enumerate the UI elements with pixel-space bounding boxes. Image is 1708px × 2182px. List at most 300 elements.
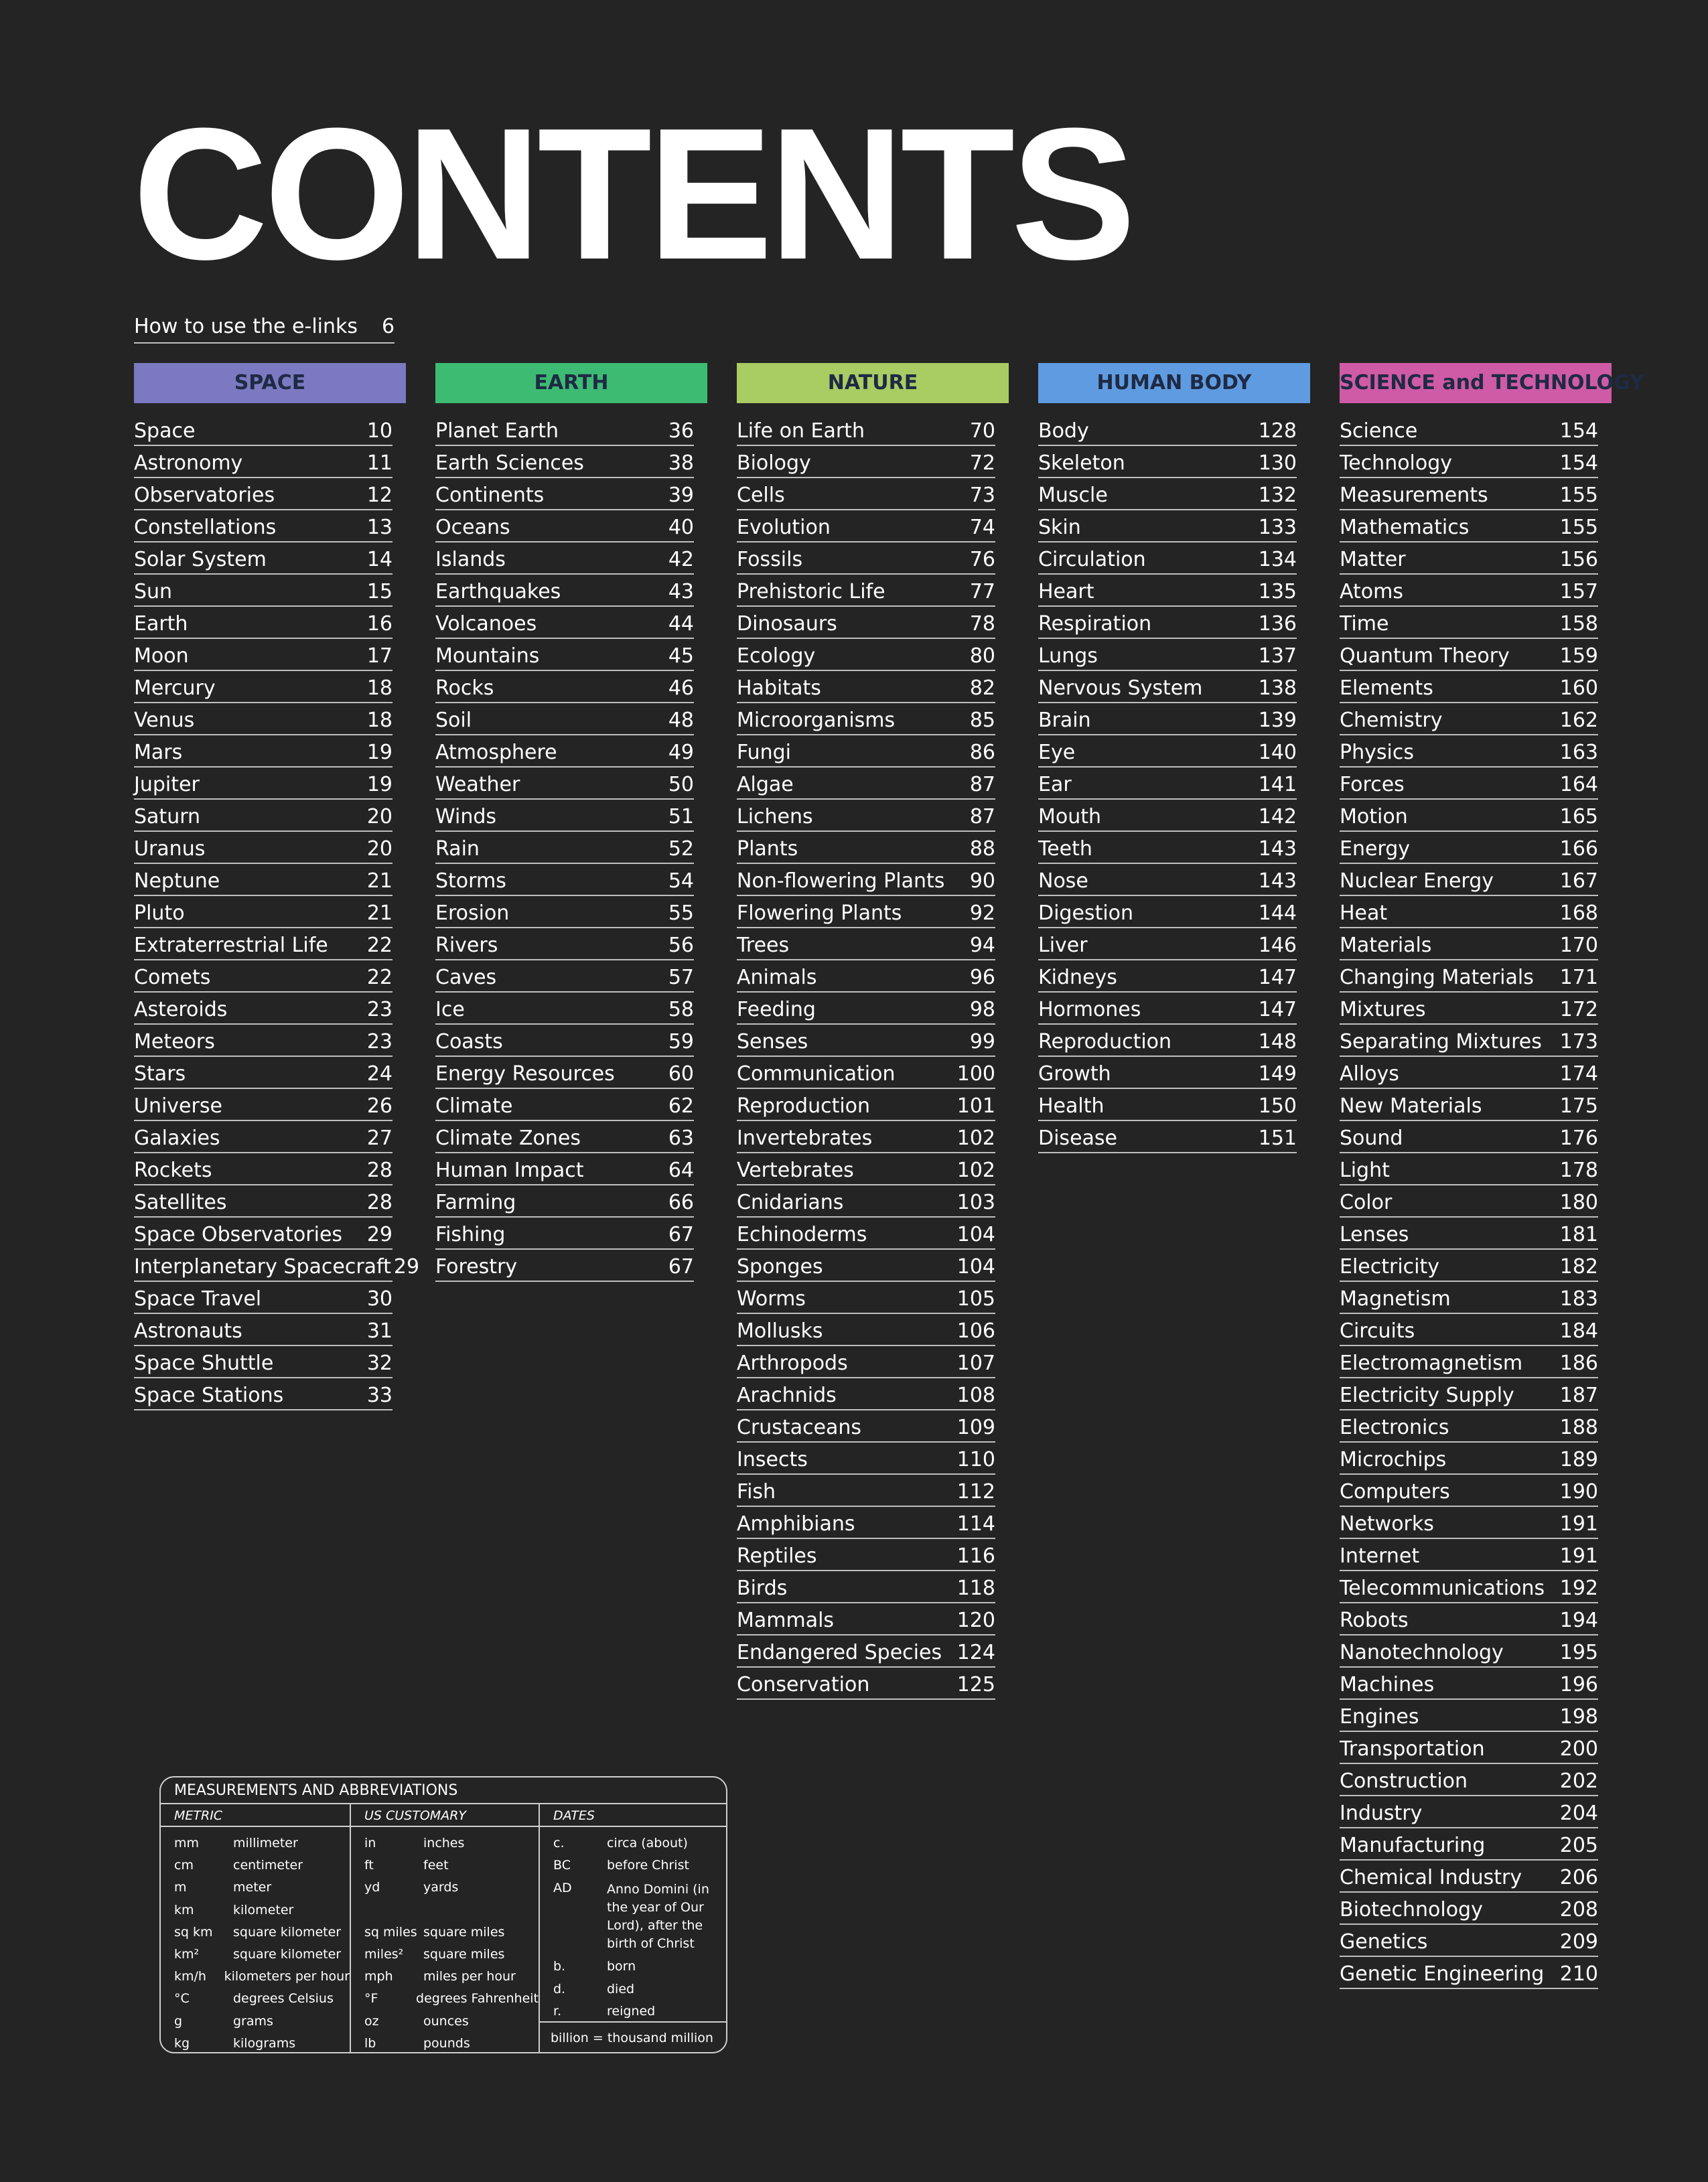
entry-list — [737, 414, 995, 1700]
toc-entry[interactable] — [134, 1346, 393, 1378]
entry-title: Brain — [1038, 709, 1091, 732]
toc-entry[interactable] — [1340, 1250, 1598, 1282]
toc-entry[interactable] — [134, 832, 393, 864]
toc-entry[interactable] — [435, 446, 694, 478]
entry-title: Biology — [737, 451, 811, 475]
toc-entry[interactable] — [1340, 735, 1598, 768]
toc-entry[interactable] — [435, 575, 694, 607]
entry-title: Mathematics — [1340, 516, 1470, 539]
entry-page: 40 — [668, 516, 694, 539]
abbreviation: sq miles — [364, 1924, 417, 1940]
abbreviation-meaning: inches — [423, 1836, 465, 1851]
entry-title: Light — [1340, 1159, 1390, 1182]
entry-title: Prehistoric Life — [737, 580, 885, 603]
entry-title: Evolution — [737, 516, 831, 539]
toc-entry[interactable] — [435, 1025, 694, 1057]
abbreviation: r. — [553, 2003, 562, 2019]
toc-entry[interactable] — [134, 768, 393, 800]
entry-page: 59 — [668, 1030, 694, 1053]
toc-entry[interactable] — [1038, 575, 1297, 607]
toc-entry[interactable] — [1340, 1089, 1598, 1121]
toc-entry[interactable] — [737, 832, 995, 864]
toc-entry[interactable] — [1340, 1668, 1598, 1700]
toc-entry[interactable] — [1340, 1346, 1598, 1378]
entry-title: Kidneys — [1038, 966, 1117, 989]
toc-entry[interactable] — [435, 864, 694, 896]
abbreviation: b. — [553, 1959, 566, 1974]
entry-page: 94 — [969, 934, 995, 957]
abbreviation-row — [364, 1966, 539, 1988]
toc-entry[interactable] — [737, 1507, 995, 1539]
entry-title: Manufacturing — [1340, 1834, 1486, 1857]
abbreviation-meaning: feet — [423, 1858, 449, 1873]
toc-entry[interactable] — [1038, 1089, 1297, 1121]
toc-entry[interactable] — [737, 1378, 995, 1410]
entry-page: 157 — [1559, 580, 1598, 603]
toc-entry[interactable] — [435, 703, 694, 735]
toc-entry[interactable] — [737, 1668, 995, 1700]
toc-entry[interactable] — [134, 446, 393, 478]
toc-entry[interactable] — [134, 864, 393, 896]
toc-entry[interactable] — [435, 639, 694, 671]
toc-entry[interactable] — [737, 510, 995, 542]
toc-entry[interactable] — [1038, 510, 1297, 542]
toc-entry[interactable] — [435, 671, 694, 703]
toc-entry[interactable] — [737, 1089, 995, 1121]
entry-title: Stars — [134, 1062, 186, 1086]
entry-title: Respiration — [1038, 612, 1152, 636]
toc-entry[interactable] — [435, 800, 694, 832]
entry-title: Jupiter — [134, 773, 200, 796]
entry-title: Technology — [1340, 451, 1453, 475]
entry-page: 77 — [969, 580, 995, 603]
entry-title: Soil — [435, 709, 472, 732]
toc-entry[interactable] — [435, 735, 694, 768]
toc-entry[interactable] — [1340, 1475, 1598, 1507]
toc-entry[interactable] — [1340, 575, 1598, 607]
toc-entry[interactable] — [1340, 1025, 1598, 1057]
entry-title: Genetics — [1340, 1930, 1428, 1954]
toc-entry[interactable] — [1038, 478, 1297, 510]
entry-title: Constellations — [134, 516, 277, 539]
toc-entry[interactable] — [1340, 1410, 1598, 1443]
toc-entry[interactable] — [1340, 703, 1598, 735]
entry-title: Space Shuttle — [134, 1352, 274, 1375]
toc-entry[interactable] — [1340, 1314, 1598, 1346]
toc-entry[interactable] — [435, 542, 694, 575]
toc-entry[interactable] — [435, 960, 694, 993]
toc-entry[interactable] — [134, 414, 393, 446]
entry-title: Astronomy — [134, 451, 243, 475]
toc-entry[interactable] — [1340, 1539, 1598, 1571]
toc-entry[interactable] — [134, 1282, 393, 1314]
toc-entry[interactable] — [737, 478, 995, 510]
abbreviation: oz — [364, 2013, 379, 2029]
toc-entry[interactable] — [737, 1443, 995, 1475]
entry-page: 210 — [1559, 1962, 1598, 1986]
toc-entry[interactable] — [1340, 1185, 1598, 1218]
entry-page: 99 — [969, 1030, 995, 1053]
entry-page: 118 — [956, 1577, 995, 1600]
toc-entry[interactable] — [134, 639, 393, 671]
toc-entry[interactable] — [1340, 1153, 1598, 1185]
toc-entry[interactable] — [1038, 928, 1297, 960]
toc-entry[interactable] — [737, 1282, 995, 1314]
toc-entry[interactable] — [1340, 1796, 1598, 1828]
entry-page: 154 — [1559, 451, 1598, 475]
entry-title: Farming — [435, 1191, 516, 1214]
toc-entry[interactable] — [134, 1057, 393, 1089]
toc-entry[interactable] — [1340, 1861, 1598, 1893]
entry-page: 27 — [366, 1126, 393, 1150]
abbreviation-meaning: pounds — [423, 2035, 470, 2051]
toc-entry[interactable] — [134, 510, 393, 542]
toc-entry[interactable] — [1340, 1571, 1598, 1603]
abbreviation: c. — [553, 1836, 565, 1851]
toc-entry[interactable] — [435, 607, 694, 639]
toc-entry[interactable] — [134, 1185, 393, 1218]
entry-title: Health — [1038, 1094, 1105, 1118]
toc-entry[interactable] — [435, 478, 694, 510]
toc-entry[interactable] — [435, 896, 694, 928]
toc-entry[interactable] — [1340, 832, 1598, 864]
toc-entry[interactable] — [1340, 768, 1598, 800]
toc-entry[interactable] — [435, 1121, 694, 1153]
entry-page: 134 — [1258, 548, 1297, 571]
toc-entry[interactable] — [134, 1378, 393, 1410]
toc-entry[interactable] — [134, 671, 393, 703]
toc-entry[interactable] — [1340, 1700, 1598, 1732]
toc-entry[interactable] — [134, 1025, 393, 1057]
entry-title: Winds — [435, 805, 497, 828]
toc-entry[interactable] — [134, 607, 393, 639]
toc-entry[interactable] — [134, 542, 393, 575]
section-column — [1340, 363, 1644, 1989]
toc-entry[interactable] — [737, 575, 995, 607]
entry-title: Pluto — [134, 901, 185, 925]
entry-title: Heat — [1340, 901, 1388, 925]
entry-title: Erosion — [435, 901, 510, 925]
toc-entry[interactable] — [1340, 1378, 1598, 1410]
toc-entry[interactable] — [737, 1250, 995, 1282]
toc-entry[interactable] — [435, 832, 694, 864]
entry-title: Atmosphere — [435, 741, 557, 764]
entry-page: 63 — [668, 1126, 694, 1150]
abbreviation-meaning: reigned — [607, 2003, 656, 2019]
toc-entry[interactable] — [1038, 607, 1297, 639]
toc-entry[interactable] — [134, 960, 393, 993]
abbreviation-row — [364, 1988, 539, 2010]
entry-title: Feeding — [737, 998, 816, 1021]
toc-entry[interactable] — [737, 800, 995, 832]
abbreviation-meaning: square kilometer — [233, 1947, 342, 1962]
entry-page: 178 — [1559, 1159, 1598, 1182]
entry-page: 166 — [1559, 837, 1598, 861]
toc-entry[interactable] — [1340, 478, 1598, 510]
entry-title: Satellites — [134, 1191, 227, 1214]
entry-page: 183 — [1559, 1287, 1598, 1311]
toc-entry[interactable] — [737, 1057, 995, 1089]
toc-entry[interactable] — [1340, 1507, 1598, 1539]
toc-entry[interactable] — [435, 1089, 694, 1121]
toc-entry[interactable] — [1038, 671, 1297, 703]
toc-entry[interactable] — [134, 575, 393, 607]
entry-title: Nuclear Energy — [1340, 869, 1494, 893]
abbreviation: km — [174, 1902, 194, 1917]
toc-entry[interactable] — [134, 1153, 393, 1185]
entry-title: Astronauts — [134, 1319, 242, 1343]
entry-list — [1038, 414, 1297, 1153]
toc-entry[interactable] — [435, 993, 694, 1025]
toc-entry[interactable] — [1340, 1218, 1598, 1250]
toc-entry[interactable] — [1340, 1893, 1598, 1925]
toc-entry[interactable] — [1038, 960, 1297, 993]
entry-title: Flowering Plants — [737, 901, 902, 925]
entry-title: Storms — [435, 869, 506, 893]
entry-title: Materials — [1340, 934, 1432, 957]
toc-entry[interactable] — [1340, 1282, 1598, 1314]
entry-title: Sun — [134, 580, 173, 603]
toc-entry[interactable] — [134, 896, 393, 928]
toc-entry[interactable] — [737, 1025, 995, 1057]
entry-page: 195 — [1559, 1641, 1598, 1664]
toc-entry[interactable] — [134, 993, 393, 1025]
toc-entry[interactable] — [1340, 1603, 1598, 1635]
entry-title: Measurements — [1340, 484, 1488, 507]
entry-page: 141 — [1258, 773, 1297, 796]
toc-entry[interactable] — [737, 735, 995, 768]
toc-entry[interactable] — [1340, 1057, 1598, 1089]
entry-title: Asteroids — [134, 998, 228, 1021]
toc-entry[interactable] — [737, 446, 995, 478]
toc-entry[interactable] — [134, 478, 393, 510]
toc-entry[interactable] — [737, 1346, 995, 1378]
entry-title: Rivers — [435, 934, 498, 957]
abbreviation-meaning: yards — [423, 1880, 459, 1895]
toc-entry[interactable] — [737, 1185, 995, 1218]
toc-entry[interactable] — [1340, 864, 1598, 896]
toc-entry[interactable] — [1340, 1443, 1598, 1475]
entry-title: Magnetism — [1340, 1287, 1451, 1311]
toc-entry[interactable] — [1340, 414, 1598, 446]
entry-title: Crustaceans — [737, 1416, 862, 1439]
toc-entry[interactable] — [134, 1121, 393, 1153]
abbreviation: d. — [553, 1981, 566, 1996]
entry-title: Quantum Theory — [1340, 644, 1510, 668]
toc-entry[interactable] — [737, 1475, 995, 1507]
toc-entry[interactable] — [1340, 960, 1598, 993]
entry-title: Insects — [737, 1448, 808, 1471]
toc-entry[interactable] — [1038, 1121, 1297, 1153]
toc-entry[interactable] — [1340, 1764, 1598, 1796]
toc-entry[interactable] — [737, 768, 995, 800]
entry-title: Mercury — [134, 676, 216, 700]
entry-page: 21 — [366, 869, 393, 893]
entry-page: 175 — [1559, 1094, 1598, 1118]
entry-page: 116 — [956, 1544, 995, 1568]
toc-entry[interactable] — [1340, 542, 1598, 575]
entry-page: 44 — [668, 612, 694, 636]
toc-entry[interactable] — [435, 1218, 694, 1250]
toc-entry[interactable] — [737, 1153, 995, 1185]
entry-page: 28 — [366, 1191, 393, 1214]
toc-entry[interactable] — [134, 800, 393, 832]
entry-title: Digestion — [1038, 901, 1134, 925]
toc-entry[interactable] — [435, 1250, 694, 1282]
toc-entry[interactable] — [134, 1218, 393, 1250]
toc-entry[interactable] — [1340, 446, 1598, 478]
toc-entry[interactable] — [435, 768, 694, 800]
entry-title: Space Travel — [134, 1287, 262, 1311]
entry-page: 206 — [1559, 1866, 1598, 1889]
toc-entry[interactable] — [737, 1571, 995, 1603]
toc-entry[interactable] — [1340, 607, 1598, 639]
toc-entry[interactable] — [1340, 800, 1598, 832]
toc-entry[interactable] — [1038, 832, 1297, 864]
entry-page: 64 — [668, 1159, 694, 1182]
entry-page: 198 — [1559, 1705, 1598, 1729]
toc-entry[interactable] — [1038, 993, 1297, 1025]
toc-entry[interactable] — [737, 542, 995, 575]
entry-title: Galaxies — [134, 1126, 220, 1150]
entry-title: Human Impact — [435, 1159, 584, 1182]
abbreviation-meaning: miles per hour — [423, 1969, 516, 1984]
toc-entry[interactable] — [1340, 1635, 1598, 1668]
entry-page: 23 — [366, 1030, 393, 1053]
entry-page: 100 — [956, 1062, 995, 1086]
entry-page: 38 — [668, 451, 694, 475]
toc-entry[interactable] — [737, 864, 995, 896]
toc-entry[interactable] — [737, 1603, 995, 1635]
entry-title: Communication — [737, 1062, 896, 1086]
toc-entry[interactable] — [435, 928, 694, 960]
measurements-title: MEASUREMENTS AND ABBREVIATIONS — [161, 1777, 726, 1804]
toc-entry[interactable] — [1038, 800, 1297, 832]
toc-entry[interactable] — [1340, 1957, 1598, 1989]
toc-entry[interactable] — [1340, 928, 1598, 960]
toc-entry[interactable] — [134, 703, 393, 735]
entry-page: 160 — [1559, 676, 1598, 700]
toc-entry[interactable] — [1340, 896, 1598, 928]
toc-entry[interactable] — [737, 607, 995, 639]
toc-entry[interactable] — [435, 1185, 694, 1218]
entry-page: 51 — [668, 805, 694, 828]
toc-entry[interactable] — [737, 703, 995, 735]
toc-entry[interactable] — [1038, 1025, 1297, 1057]
entry-title: Lungs — [1038, 644, 1098, 668]
toc-entry[interactable] — [1340, 1925, 1598, 1957]
toc-entry[interactable] — [435, 1153, 694, 1185]
toc-entry[interactable] — [1340, 993, 1598, 1025]
toc-entry[interactable] — [1038, 639, 1297, 671]
entry-title: Sponges — [737, 1255, 823, 1279]
toc-entry[interactable] — [435, 414, 694, 446]
entry-title: Internet — [1340, 1544, 1420, 1568]
entry-page: 155 — [1559, 484, 1598, 507]
toc-entry[interactable] — [737, 1635, 995, 1668]
section-column — [1038, 363, 1310, 1153]
toc-entry[interactable] — [737, 671, 995, 703]
toc-entry[interactable] — [134, 735, 393, 768]
abbreviation: mph — [364, 1969, 393, 1984]
entry-page: 142 — [1258, 805, 1297, 828]
entry-page: 180 — [1559, 1191, 1598, 1214]
toc-entry[interactable] — [1038, 703, 1297, 735]
toc-entry[interactable] — [737, 896, 995, 928]
entry-page: 18 — [366, 709, 393, 732]
toc-entry[interactable] — [737, 1314, 995, 1346]
entry-title: Cnidarians — [737, 1191, 844, 1214]
toc-entry[interactable] — [1038, 414, 1297, 446]
entry-title: Fishing — [435, 1223, 506, 1246]
toc-entry[interactable] — [1340, 1828, 1598, 1861]
entry-title: Electromagnetism — [1340, 1352, 1523, 1375]
toc-entry[interactable] — [737, 993, 995, 1025]
toc-entry[interactable] — [737, 1218, 995, 1250]
toc-entry[interactable] — [1340, 671, 1598, 703]
entry-page: 105 — [956, 1287, 995, 1311]
section-header: NATURE — [737, 363, 1009, 403]
toc-entry[interactable] — [1038, 864, 1297, 896]
toc-entry[interactable] — [737, 414, 995, 446]
toc-entry[interactable] — [1340, 1121, 1598, 1153]
entry-page: 92 — [969, 901, 995, 925]
toc-entry[interactable] — [1038, 542, 1297, 575]
entry-title: Life on Earth — [737, 419, 865, 443]
elinks-page: 6 — [382, 315, 395, 338]
entry-title: Rain — [435, 837, 480, 861]
entry-page: 19 — [366, 773, 393, 796]
toc-entry[interactable] — [134, 928, 393, 960]
toc-entry[interactable] — [737, 1121, 995, 1153]
abbreviation-meaning: born — [607, 1959, 636, 1974]
entry-title: Endangered Species — [737, 1641, 942, 1664]
toc-entry[interactable] — [737, 639, 995, 671]
toc-entry[interactable] — [737, 1539, 995, 1571]
toc-entry[interactable] — [134, 1089, 393, 1121]
entry-title: Genetic Engineering — [1340, 1962, 1545, 1986]
toc-entry[interactable] — [1340, 510, 1598, 542]
entry-page: 29 — [393, 1255, 420, 1279]
entry-title: Cells — [737, 484, 785, 507]
entry-title: Uranus — [134, 837, 206, 861]
entry-page: 200 — [1559, 1737, 1598, 1761]
entry-page: 149 — [1258, 1062, 1297, 1086]
entry-title: Circuits — [1340, 1319, 1415, 1343]
toc-entry[interactable] — [134, 1250, 420, 1282]
entry-title: Mixtures — [1340, 998, 1426, 1021]
elinks-entry[interactable] — [134, 315, 395, 344]
toc-entry[interactable] — [1038, 735, 1297, 768]
abbreviation-meaning: kilometer — [233, 1902, 294, 1917]
entry-page: 49 — [668, 741, 694, 764]
toc-entry[interactable] — [1038, 1057, 1297, 1089]
toc-entry[interactable] — [1038, 768, 1297, 800]
entry-page: 18 — [366, 676, 393, 700]
toc-entry[interactable] — [737, 1410, 995, 1443]
toc-entry[interactable] — [1340, 1732, 1598, 1764]
toc-entry[interactable] — [1038, 446, 1297, 478]
toc-entry[interactable] — [435, 1057, 694, 1089]
toc-entry[interactable] — [737, 928, 995, 960]
toc-entry[interactable] — [435, 510, 694, 542]
entry-page: 143 — [1258, 837, 1297, 861]
toc-entry[interactable] — [1038, 896, 1297, 928]
toc-entry[interactable] — [134, 1314, 393, 1346]
entry-title: Transportation — [1340, 1737, 1485, 1761]
toc-entry[interactable] — [737, 960, 995, 993]
toc-entry[interactable] — [1340, 639, 1598, 671]
